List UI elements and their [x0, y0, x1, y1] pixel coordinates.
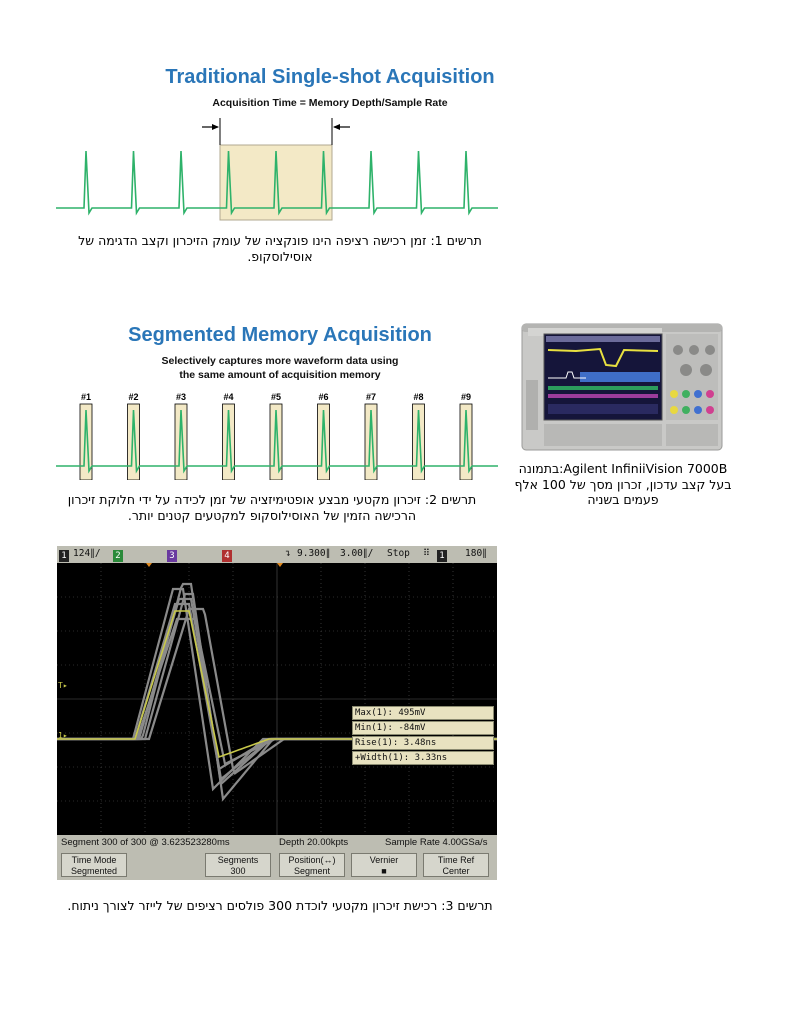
segment-info: Segment 300 of 300 @ 3.623523280ms — [61, 837, 230, 848]
time-ref-value: Center — [442, 866, 470, 876]
vernier-label: Vernier — [369, 855, 399, 865]
fig1-caption — [70, 233, 490, 265]
segment-label: #9 — [460, 392, 472, 402]
time-ref-label: Time Ref — [437, 855, 475, 865]
segment-label: #2 — [128, 392, 139, 402]
scope-screenshot — [57, 546, 497, 880]
segments-softkey[interactable] — [205, 853, 271, 877]
ch1-ground-marker-icon: 1▸ — [58, 731, 68, 740]
timebase-value: 3.00∥/ — [340, 548, 374, 559]
fig1-title: Traditional Single-shot Acquisition — [165, 66, 495, 88]
time-mode-label: Time Mode — [71, 855, 117, 865]
fig2-subtitle-line2: the same amount of acquisition memory — [179, 369, 381, 381]
fig1-caption-line2: אוסילוסקופ. — [247, 249, 313, 264]
measurement-min: Min(1): -84mV — [352, 721, 494, 735]
measurement-max: Max(1): 495mV — [352, 706, 494, 720]
run-state: Stop — [387, 548, 410, 559]
device-caption — [508, 461, 738, 508]
sample-rate-info: Sample Rate 4.00GSa/s — [385, 837, 488, 848]
scope-status-bar: 1 124∥/ 2 3 4 ↴ 9.300∥ 3.00∥/ Stop ⠿ 1 180∥ — [57, 546, 497, 563]
oscilloscope-device-photo — [516, 320, 726, 458]
measurement-rise: Rise(1): 3.48ns — [352, 736, 494, 750]
position-softkey[interactable] — [279, 853, 345, 877]
fig2-title: Segmented Memory Acquisition — [128, 324, 432, 346]
fig2-caption-line1: תרשים 2: זיכרון מקטעי מבצע אופטימיזציה של זמן לכידה על ידי חלוקת זיכרון — [67, 492, 477, 507]
segment-label: #1 — [80, 392, 92, 402]
trigger-level: 180∥ — [465, 548, 487, 559]
segment-label: #3 — [175, 392, 187, 402]
device-caption-line3: פעמים בשניה — [587, 492, 659, 507]
delay-value: 9.300∥ — [297, 548, 331, 559]
fig2-subtitle-line1: Selectively captures more waveform data using — [161, 355, 399, 367]
segments-label: Segments — [217, 855, 259, 865]
fig3-caption: תרשים 3: רכישת זיכרון מקטעי לוכדת 300 פולסים רציפים של לייזר לצורך ניתוח. — [67, 898, 493, 913]
ch1-scale: 124∥/ — [73, 548, 101, 559]
segment-label: #6 — [318, 392, 329, 402]
depth-info: Depth 20.00kpts — [279, 837, 349, 848]
segment-label: #4 — [223, 392, 234, 402]
fig2-caption — [62, 492, 482, 524]
scope-waveform-area — [57, 563, 497, 835]
device-caption-line1: Agilent InfiniiVision 7000B:בתמונה — [518, 461, 728, 476]
scope-softkey-panel — [57, 835, 497, 880]
device-caption-line2: בעל קצב עדכון, זכרון מסך של 100 אלף — [514, 476, 732, 492]
time-ref-softkey[interactable] — [423, 853, 489, 877]
vernier-value: ■ — [381, 866, 387, 876]
segment-label: #8 — [413, 392, 424, 402]
fig2-segment-train — [56, 388, 498, 480]
time-mode-softkey[interactable] — [61, 853, 127, 877]
position-label: Position(↔) — [288, 855, 336, 865]
segments-value: 300 — [230, 866, 246, 876]
trigger-marker-icon: T▸ — [58, 681, 68, 690]
segment-label: #7 — [365, 392, 377, 402]
position-value: Segment — [293, 866, 331, 876]
fig1-subtitle: Acquisition Time = Memory Depth/Sample Rate — [212, 97, 448, 109]
fig1-pulse-train — [56, 110, 498, 222]
fig1-caption-line1: תרשים 1: זמן רכישה רציפה הינו פונקציה של עומק הזיכרון וקצב הדגימה של — [78, 233, 482, 248]
time-mode-value: Segmented — [70, 866, 118, 876]
trigger-edge-icon: ⠿ — [423, 548, 430, 559]
fig2-caption-line2: הרכישה הזמין של האוסילוסקופ למקטעים קטנים יותר. — [127, 508, 417, 523]
measurement-width: +Width(1): 3.33ns — [352, 751, 494, 765]
vernier-softkey[interactable] — [351, 853, 417, 877]
delay-icon: ↴ — [285, 548, 291, 559]
segment-label: #5 — [270, 392, 282, 402]
